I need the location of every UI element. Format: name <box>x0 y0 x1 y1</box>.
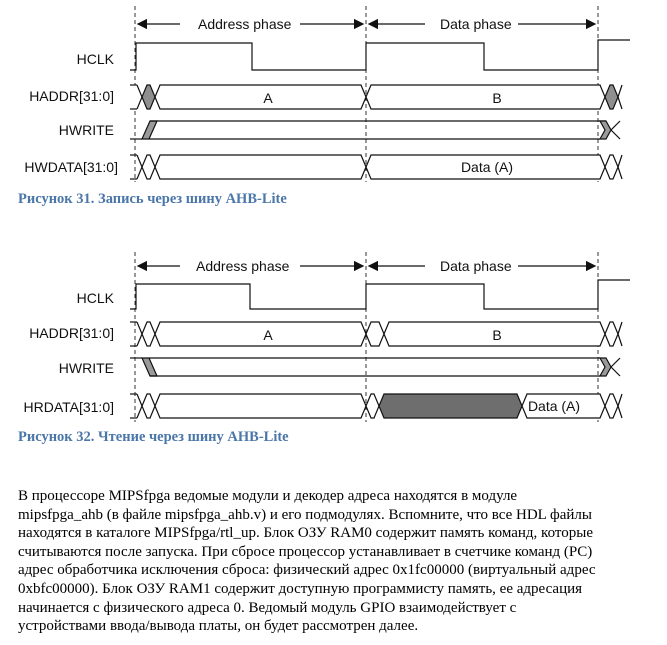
address-phase-label: Address phase <box>198 16 292 32</box>
timing-diagram-read <box>0 246 667 426</box>
paragraph-line: В процессоре MIPSfpga ведомые модули и декодер адреса находятся в модуле <box>18 488 518 504</box>
signal-hclk: HCLK <box>76 51 114 67</box>
paragraph-line: устройствами ввода/вывода платы, он будет рассмотрен далее. <box>18 618 419 635</box>
signal-hwrite: HWRITE <box>58 122 114 138</box>
figure-caption-31: Рисунок 31. Запись через шину AHB-Lite <box>18 191 287 207</box>
paragraph-line: адрес обработчика исключения сброса: физический адрес 0x1fc00000 (виртуальный адрес <box>18 562 596 579</box>
signal-haddr: HADDR[31:0] <box>29 325 114 341</box>
signal-hwdata: HWDATA[31:0] <box>24 159 118 175</box>
data-phase-label: Data phase <box>440 16 512 32</box>
hclk-waveform <box>130 40 630 70</box>
figure-caption-32: Рисунок 32. Чтение через шину AHB-Lite <box>18 429 289 445</box>
data-phase-label: Data phase <box>440 258 512 274</box>
address-phase-label: Address phase <box>196 258 290 274</box>
timing-diagram-write <box>0 0 667 190</box>
haddr-bus <box>130 322 622 346</box>
body-paragraph <box>18 487 646 636</box>
paragraph-line: находятся в каталоге MIPSfpga/rtl_up. Блок ОЗУ RAM0 содержит память команд, которые <box>18 525 593 542</box>
haddr-bus <box>130 85 622 109</box>
hrdata-invalid-region <box>379 394 522 418</box>
haddr-value-b: B <box>492 90 502 106</box>
paragraph-line: считываются после запуска. При сбросе процессор устанавливает в счетчике команд (PC) <box>18 543 593 560</box>
signal-hwrite: HWRITE <box>58 360 114 376</box>
hwdata-bus <box>130 155 622 179</box>
hwdata-value: Data (A) <box>460 159 514 175</box>
haddr-value-b: B <box>492 327 502 343</box>
haddr-value-a: A <box>263 327 273 343</box>
paragraph-line: 0xbfc00000). Блок ОЗУ RAM1 содержит доступную программисту память, ее адресация <box>18 580 583 597</box>
figure-read-timing <box>0 246 667 426</box>
figure-write-timing <box>0 0 667 190</box>
hwrite-waveform <box>130 121 620 139</box>
haddr-value-a: A <box>263 90 273 106</box>
signal-haddr: HADDR[31:0] <box>29 88 114 104</box>
signal-hclk: HCLK <box>76 290 114 306</box>
paragraph-line: mipsfpga_ahb (в файле mipsfpga_ahb.v) и его подмодулях. Вспомните, что все HDL файлы <box>18 506 592 523</box>
hwrite-waveform <box>130 358 620 376</box>
hrdata-value: Data (A) <box>527 398 581 414</box>
paragraph-line: начинается с физического адреса 0. Ведомый модуль GPIO взаимодействует с <box>18 599 517 616</box>
hclk-waveform <box>130 280 630 309</box>
signal-hrdata: HRDATA[31:0] <box>23 399 114 415</box>
